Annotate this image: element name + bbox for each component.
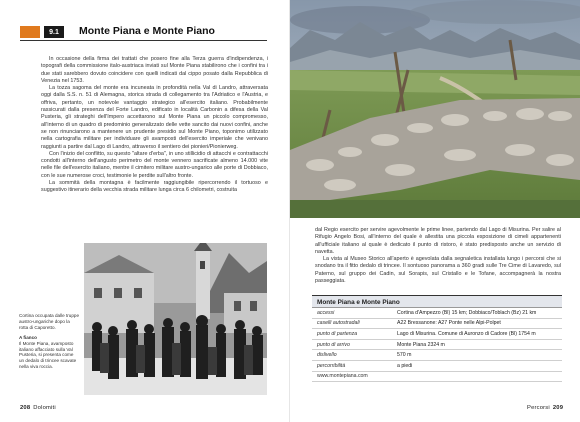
- paragraph: In occasione della firma dei trattati che posero fine alla Terza guerra d'indipendenza, i topografi della commissione italo-austriaca inviati sul Monte Piana stabilirono che i confini tra i due stati sarebbero dovuto coincidere con quelli indicati dal cippo posato dalla Repubblica di Venezia nel 1753.: [41, 56, 268, 84]
- caption-top: Cortina occupata dalle truppe austro-ungariche dopo la rotta di Caporetto.: [19, 313, 80, 330]
- landscape-photo: [290, 0, 580, 218]
- info-value: a piedi: [397, 362, 413, 369]
- page-number-right: 209: [552, 405, 564, 411]
- historic-photo-illustration: [84, 243, 267, 395]
- historic-photo: [84, 243, 267, 395]
- caption-bottom: Il Monte Piana, avamposto italiano affacciato sulla Val Pusteria, si presenta come un dedalo di trincee scavate nella viva roccia.: [19, 340, 77, 370]
- paragraph: La vista al Museo Storico all'aperto è agevolata dalla segnaletica installata lungo i percorsi che si snodano tra il fitto dedalo di trincee. Il sontuoso panorama a 360 gradi sulle Tre Cime di Lavaredo, sul Paterno, sul gruppo dei Cadin, sul Sorapis, sul Cristallo e le Tofane, accompagnerà la nostra passeggiata.: [315, 256, 561, 285]
- info-row: [312, 361, 562, 372]
- left-body-text: [41, 56, 268, 195]
- info-value: Cortina d'Ampezzo (Bl) 15 km; Dobbiaco/Toblach (Bz) 21 km: [397, 309, 537, 316]
- paragraph: dal Regio esercito per servire agevolmente le prime linee, partendo dal Lago di Misurina. Per salire al Rifugio Angelo Bosi, all'interno del quale è allestita una piccola esposizione di cimeli appartenenti all'ufficiale italiano al quale è dedicato il punto di ristoro, è stato predisposto anche un servizio di navetta.: [315, 227, 561, 255]
- caption-label: A fianco: [19, 334, 37, 340]
- info-row-url: [312, 372, 562, 383]
- info-value: Lago di Misurina. Comune di Auronzo di Cadore (Bl) 1754 m: [397, 330, 536, 337]
- landscape-photo-illustration: [290, 0, 580, 218]
- info-box: [312, 295, 562, 382]
- info-key: accessi: [317, 309, 335, 316]
- title-rule: [20, 40, 267, 41]
- info-key: percorribilità: [317, 362, 346, 369]
- info-value: A22 Bressanone: A27 Ponte nelle Alpi-Polpet: [397, 320, 501, 327]
- paragraph: La tozza sagoma del monte era incuneata in profondità nella Val di Landro, attraversata oggi dalla S.S. n. 51 di Alemagna, storica strada di collegamento tra l'Adriatico e l'Austria, e offriva, pertanto, un notevole vantaggio strategico all'esercito italiano. Probabilmente rassicurati dalla presenza del Forte Landro, edificato in località Carbonin a difesa della Val Pusteria, gli strateghi dell'Impero accettarono sul Monte Piana un piccolo compromesso, all'interno di un quadro di predominio generalizzato delle vette sancito dai nuovi confini, anche se non rinunciarono a mantenere un prudente presidio sul Monte Piano, toponimo utilizzato nella cartografia militare per individuare gli avamposti dell'esercito imperiale che venivano raggiunti a partire dal Lago di Landro, attraverso il sentiero dei pionieri/Pionierweg.: [41, 85, 268, 150]
- paragraph: Con l'inizio del conflitto, su questo "altare d'erba", in uno stillicidio di attacchi e contrattacchi condotti all'interno dell'angusto perimetro del monte vennero sacrificate almeno 14.000 vite nelle file dell'esercito italiano, mentre il cimitero militare austro-ungarico alle porte di Dobbiaco, con le sue numerose croci, testimonie le perdite sull'altro fronte.: [41, 150, 268, 179]
- paragraph: La sommità della montagna è facilmente raggiungibile ripercorrendo il tortuoso e suggestivo itinerario della vecchia strada militare lunga circa 6 chilometri, costruita: [41, 180, 268, 194]
- photo-caption: [19, 313, 79, 372]
- right-body-text: [315, 227, 561, 285]
- info-row: [312, 319, 562, 330]
- right-page: [290, 0, 580, 422]
- info-row: [312, 308, 562, 319]
- info-row: [312, 340, 562, 351]
- website-link[interactable]: www.montepiana.com: [317, 373, 368, 380]
- section-title: Monte Piana e Monte Piano: [79, 25, 215, 37]
- section-number: 9.1: [44, 26, 64, 38]
- left-footer: [20, 405, 56, 411]
- info-key: caselli autostradali: [317, 320, 360, 327]
- info-row: [312, 350, 562, 361]
- info-row: [312, 329, 562, 340]
- info-value: 570 m: [397, 352, 412, 359]
- info-key: punto di arrivo: [317, 341, 350, 348]
- info-value: Monte Piana 2324 m: [397, 341, 445, 348]
- info-box-title: Monte Piana e Monte Piano: [312, 296, 562, 308]
- info-key: punto di partenza: [317, 330, 358, 337]
- right-footer: [527, 405, 566, 411]
- page-number-left: 208: [20, 405, 31, 411]
- section-accent-chip: [20, 26, 40, 38]
- info-key: dislivello: [317, 352, 337, 359]
- running-head-right: Percorsi: [527, 405, 550, 411]
- running-head-left: Dolomiti: [33, 405, 56, 411]
